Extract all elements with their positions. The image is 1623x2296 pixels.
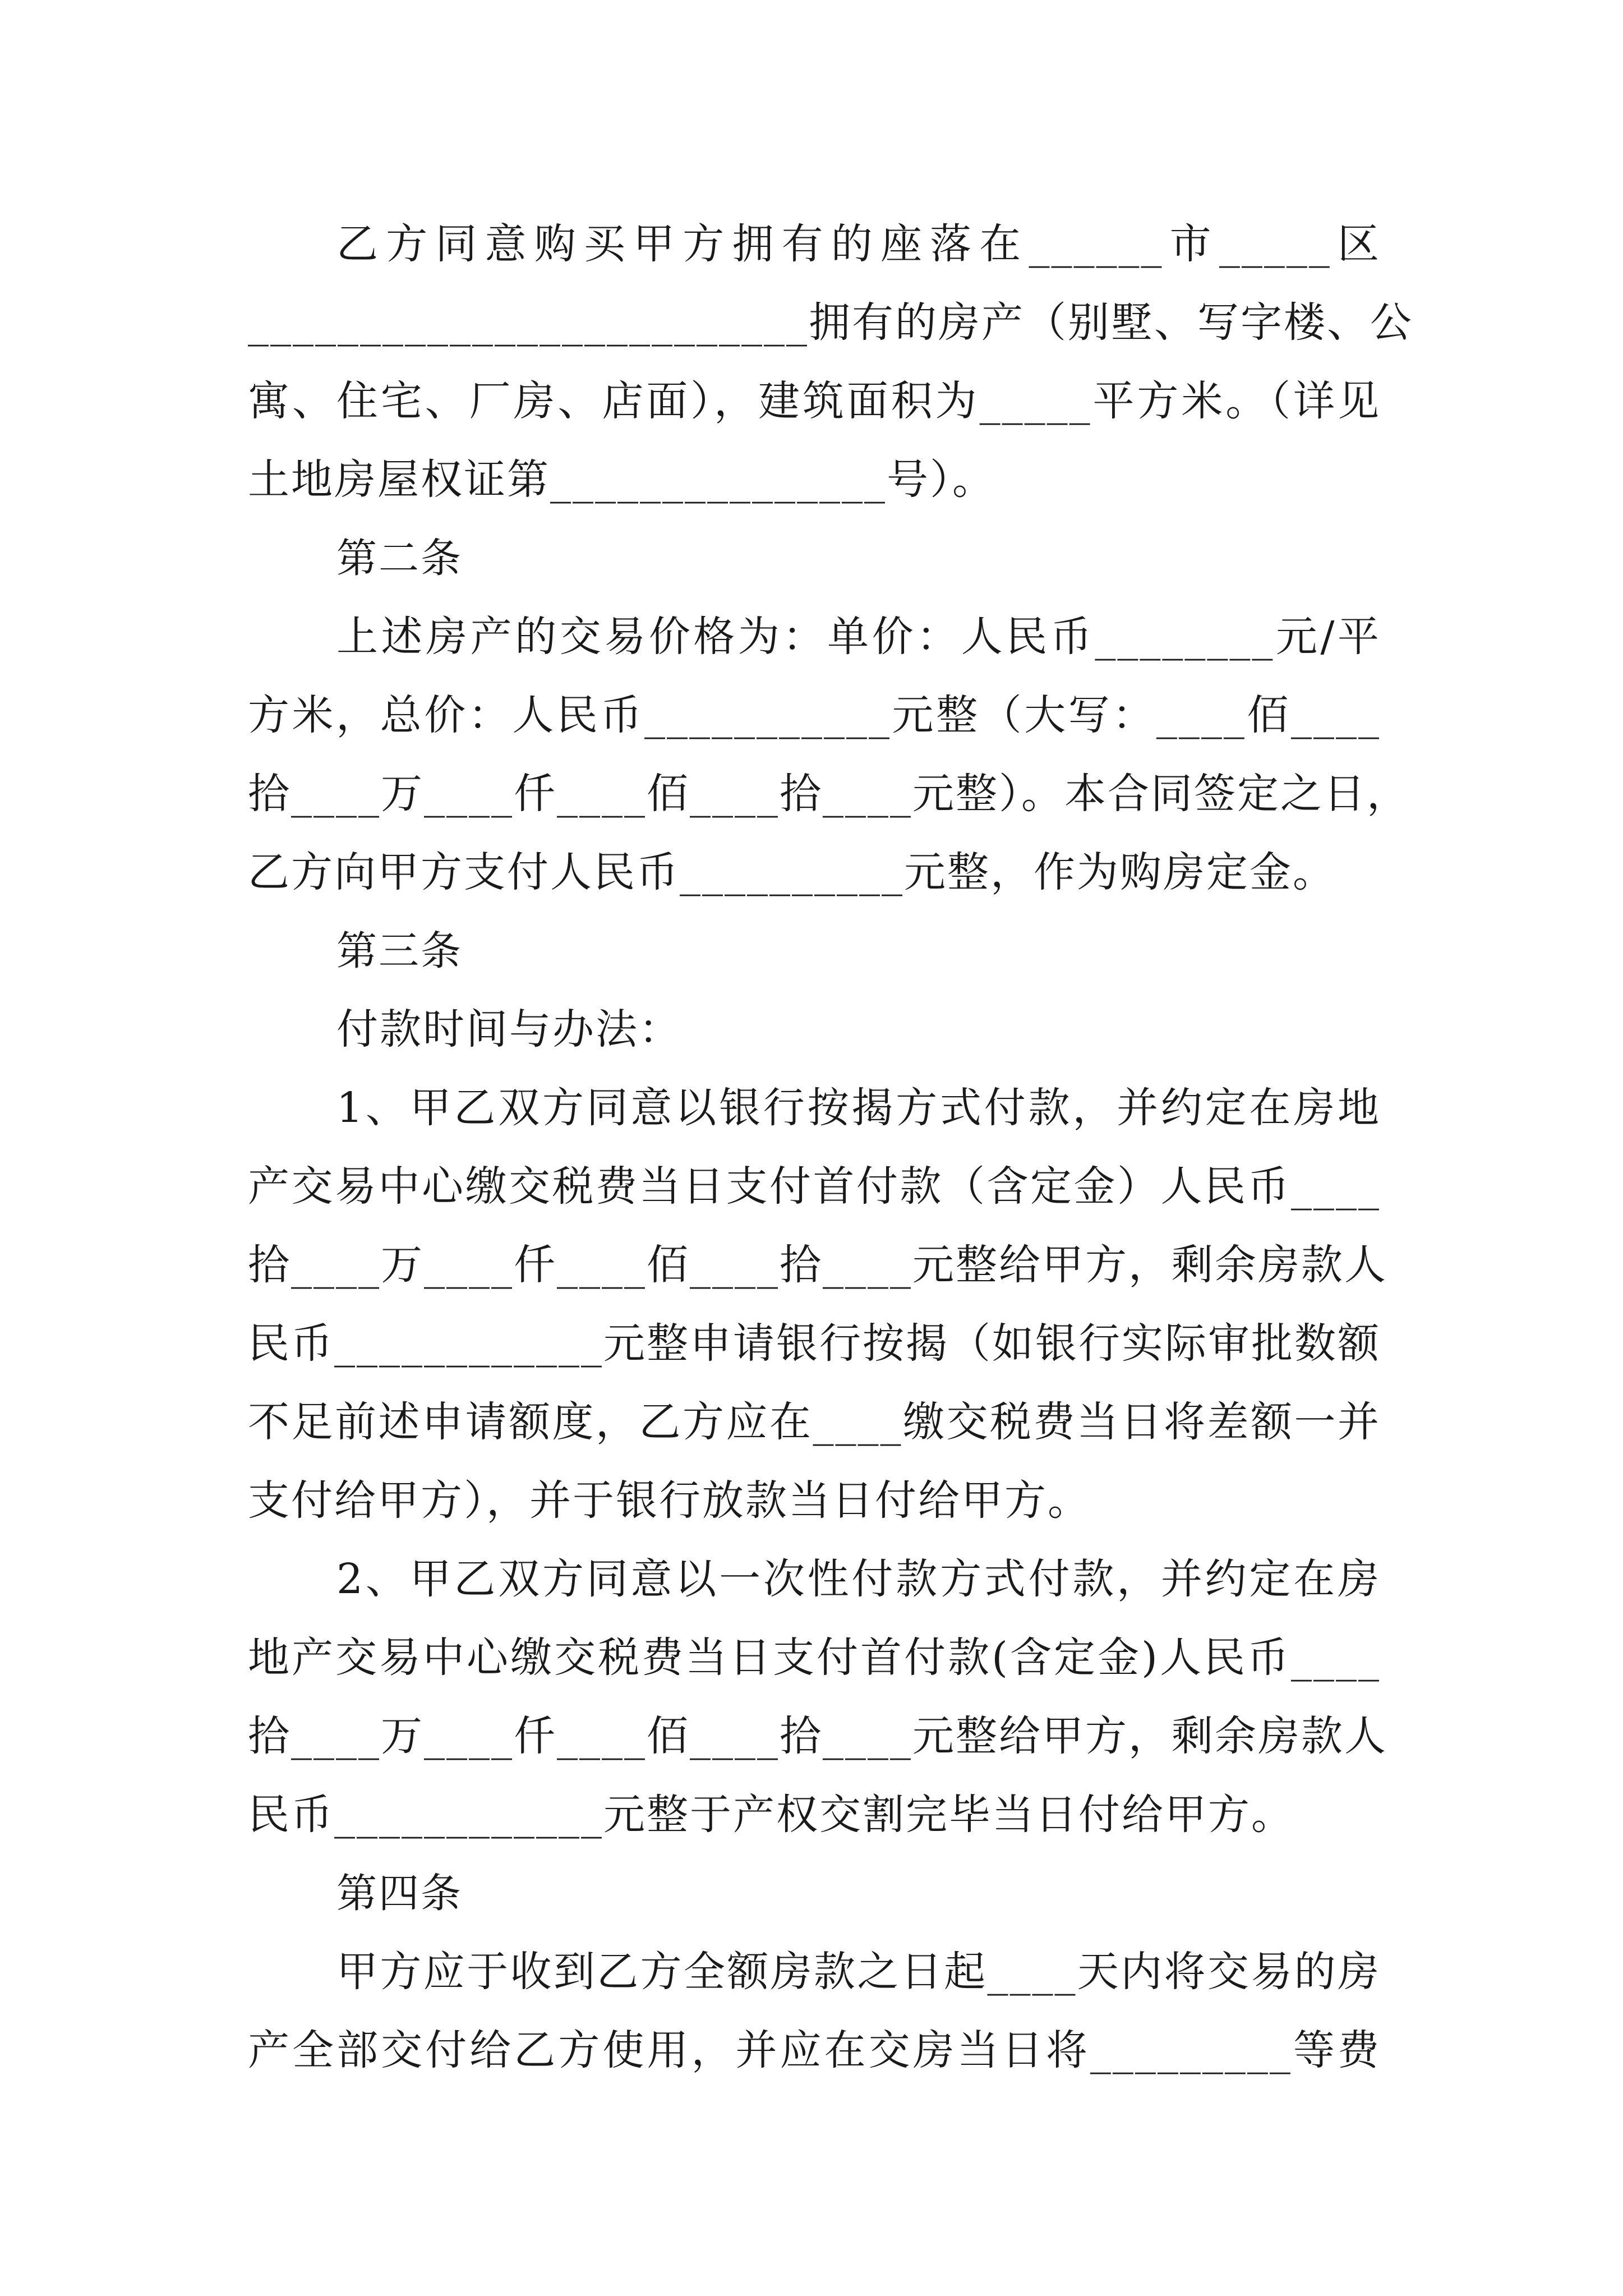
paragraph-line: 拾____万____仟____佰____拾____元整给甲方，剩余房款人: [248, 1712, 1387, 1760]
paragraph-line: 拾____万____仟____佰____拾____元整）。本合同签定之日，: [248, 770, 1410, 818]
paragraph-line: 土地房屋权证第_______________号）。: [248, 455, 995, 504]
paragraph-line: 民币____________元整申请银行按揭（如银行实际审批数额: [248, 1319, 1381, 1368]
paragraph-line: 方米，总价：人民币___________元整（大写：____佰____: [248, 691, 1381, 739]
paragraph-line: 地产交易中心缴交税费当日支付首付款(含定金)人民币____: [248, 1634, 1381, 1682]
paragraph-line: 民币____________元整于产权交割完毕当日付给甲方。: [248, 1791, 1294, 1839]
paragraph-line: 寓、住宅、厂房、店面），建筑面积为_____平方米。（详见: [248, 377, 1381, 425]
paragraph-line: 付款时间与办法：: [336, 1005, 682, 1053]
paragraph-line: 支付给甲方），并于银行放款当日付给甲方。: [248, 1476, 1091, 1525]
article-heading: 第三条: [336, 927, 463, 974]
paragraph-line: 产全部交付给乙方使用，并应在交房当日将_________等费: [248, 2026, 1381, 2074]
article-heading: 第四条: [336, 1870, 463, 1917]
article-heading: 第二条: [336, 535, 463, 582]
paragraph-line: 2、甲乙双方同意以一次性付款方式付款，并约定在房: [336, 1555, 1381, 1603]
paragraph-line: 甲方应于收到乙方全额房款之日起____天内将交易的房: [336, 1948, 1381, 1996]
paragraph-line: 1、甲乙双方同意以银行按揭方式付款，并约定在房地: [336, 1084, 1381, 1132]
paragraph-line: 拾____万____仟____佰____拾____元整给甲方，剩余房款人: [248, 1241, 1387, 1289]
paragraph-line: 不足前述申请额度，乙方应在____缴交税费当日将差额一并: [248, 1398, 1381, 1446]
paragraph-line: 上述房产的交易价格为：单价：人民币________元/平: [336, 613, 1381, 661]
paragraph-line: 产交易中心缴交税费当日支付首付款（含定金）人民币____: [248, 1162, 1381, 1211]
paragraph-line: 乙方同意购买甲方拥有的座落在______市_____区: [336, 220, 1381, 268]
paragraph-line: _________________________拥有的房产（别墅、写字楼、公: [248, 298, 1413, 347]
paragraph-line: 乙方向甲方支付人民币__________元整，作为购房定金。: [248, 848, 1336, 896]
